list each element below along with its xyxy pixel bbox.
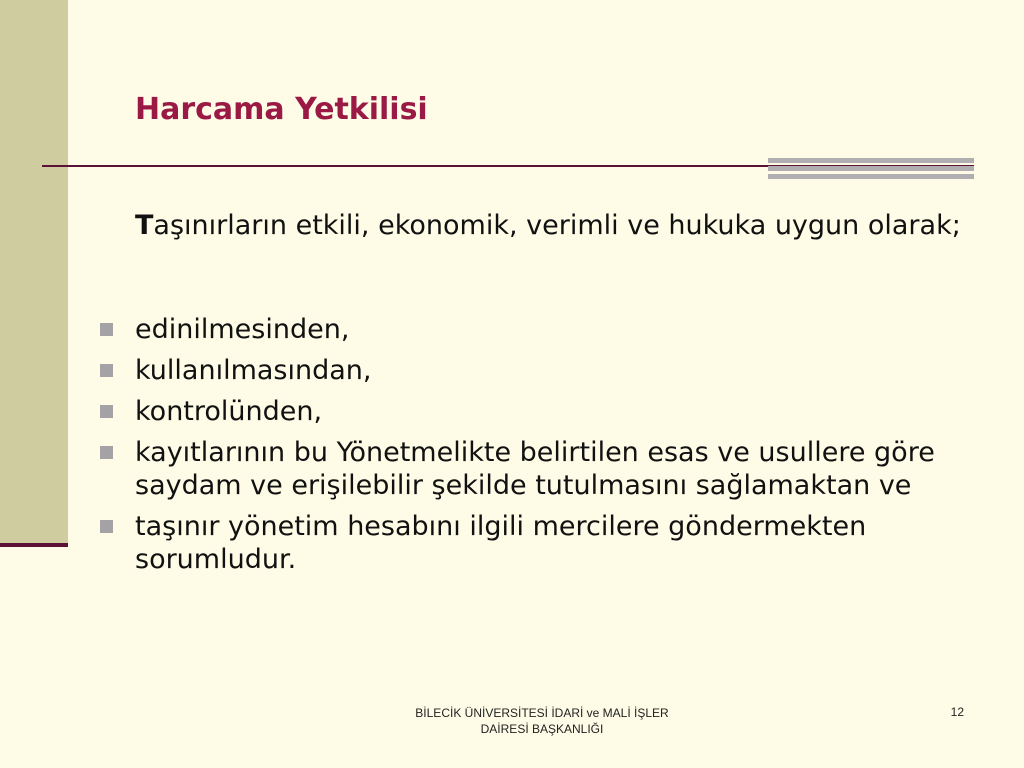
square-bullet-icon [100,446,113,459]
intro-text: aşınırların etkili, ekonomik, verimli ve hukuka uygun olarak; [153,210,961,241]
left-decorative-band [0,0,68,546]
list-item [97,395,967,428]
list-item [97,436,967,502]
list-item-text: kontrolünden, [135,396,323,427]
slide-title: Harcama Yetkilisi [135,92,428,127]
divider-stripe-block [768,158,974,180]
list-item-text: kayıtlarının bu Yönetmelikte belirtilen esas ve usullere göre saydam ve erişilebilir şekilde tutulmasını sağlamaktan ve [135,437,935,501]
square-bullet-icon [100,520,113,533]
intro-first-letter: T [135,210,154,241]
square-bullet-icon [100,323,113,336]
bullet-list [97,313,967,584]
divider-stripe [768,158,974,163]
left-accent-bar [0,543,68,547]
footer-line-2: DAİRESİ BAŞKANLIĞI [480,722,604,736]
page-number: 12 [950,705,964,719]
footer-organization [362,705,722,737]
intro-paragraph [135,209,985,242]
divider-stripe [768,174,974,179]
list-item [97,510,967,576]
square-bullet-icon [100,405,113,418]
divider-stripe [768,166,974,171]
list-item [97,354,967,387]
list-item-text: taşınır yönetim hesabını ilgili mercilere göndermekten sorumludur. [135,511,867,575]
square-bullet-icon [100,364,113,377]
list-item [97,313,967,346]
list-item-text: kullanılmasından, [135,355,372,386]
list-item-text: edinilmesinden, [135,314,350,345]
footer-line-1: BİLECİK ÜNİVERSİTESİ İDARİ ve MALİ İŞLER [415,706,669,720]
